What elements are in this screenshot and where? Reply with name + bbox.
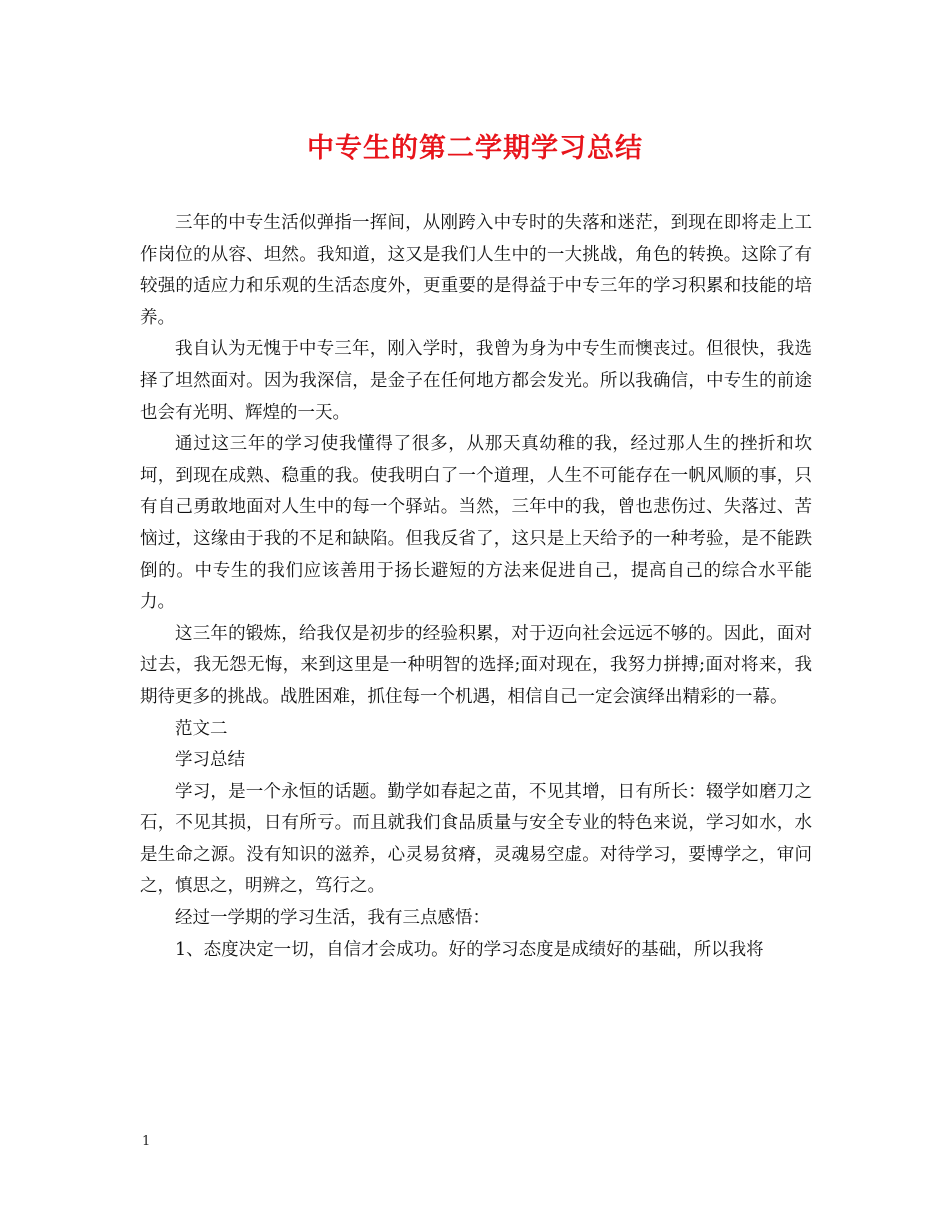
document-body [140, 208, 812, 966]
page-number: 1 [142, 1134, 151, 1149]
paragraph: 1、态度决定一切，自信才会成功。好的学习态度是成绩好的基础，所以我将 [175, 939, 764, 960]
paragraph: 通过这三年的学习使我懂得了很多，从那天真幼稚的我，经过那人生的挫折和坎坷，到现在成熟、稳重的我。使我明白了一个道理，人生不可能存在一帆风顺的事，只有自己勇敢地面对人生中的每一个驿站。当然，三年中的我，曾也悲伤过、失落过、苦恼过，这缘由于我的不足和缺陷。但我反省了，这只是上天给予的一种考验，是不能跌倒的。中专生的我们应该善用于扬长避短的方法来促进自己，提高自己的综合水平能力。 [140, 434, 812, 613]
paragraph: 我自认为无愧于中专三年，刚入学时，我曾为身为中专生而懊丧过。但很快，我选择了坦然面对。因为我深信，是金子在任何地方都会发光。所以我确信，中专生的前途也会有光明、辉煌的一天。 [140, 339, 812, 423]
paragraph: 经过一学期的学习生活，我有三点感悟： [175, 908, 490, 929]
paragraph: 这三年的锻炼，给我仅是初步的经验积累，对于迈向社会远远不够的。因此，面对过去，我无怨无悔，来到这里是一种明智的选择;面对现在，我努力拼搏;面对将来，我期待更多的挑战。战胜困难，抓住每一个机遇，相信自己一定会演绎出精彩的一幕。 [140, 623, 812, 707]
section-heading: 学习总结 [175, 750, 245, 771]
document-title: 中专生的第二学期学习总结 [307, 133, 643, 164]
section-label: 范文二 [175, 718, 228, 739]
paragraph: 学习，是一个永恒的话题。勤学如春起之苗，不见其增，日有所长：辍学如磨刀之石，不见其损，日有所亏。而且就我们食品质量与安全专业的特色来说，学习如水，水是生命之源。没有知识的滋养，心灵易贫瘠，灵魂易空虚。对待学习，要博学之，审问之，慎思之，明辨之，笃行之。 [140, 781, 812, 897]
paragraph: 三年的中专生活似弹指一挥间，从刚跨入中专时的失落和迷茫，到现在即将走上工作岗位的从容、坦然。我知道，这又是我们人生中的一大挑战，角色的转换。这除了有较强的适应力和乐观的生活态度外，更重要的是得益于中专三年的学习积累和技能的培养。 [140, 213, 812, 328]
